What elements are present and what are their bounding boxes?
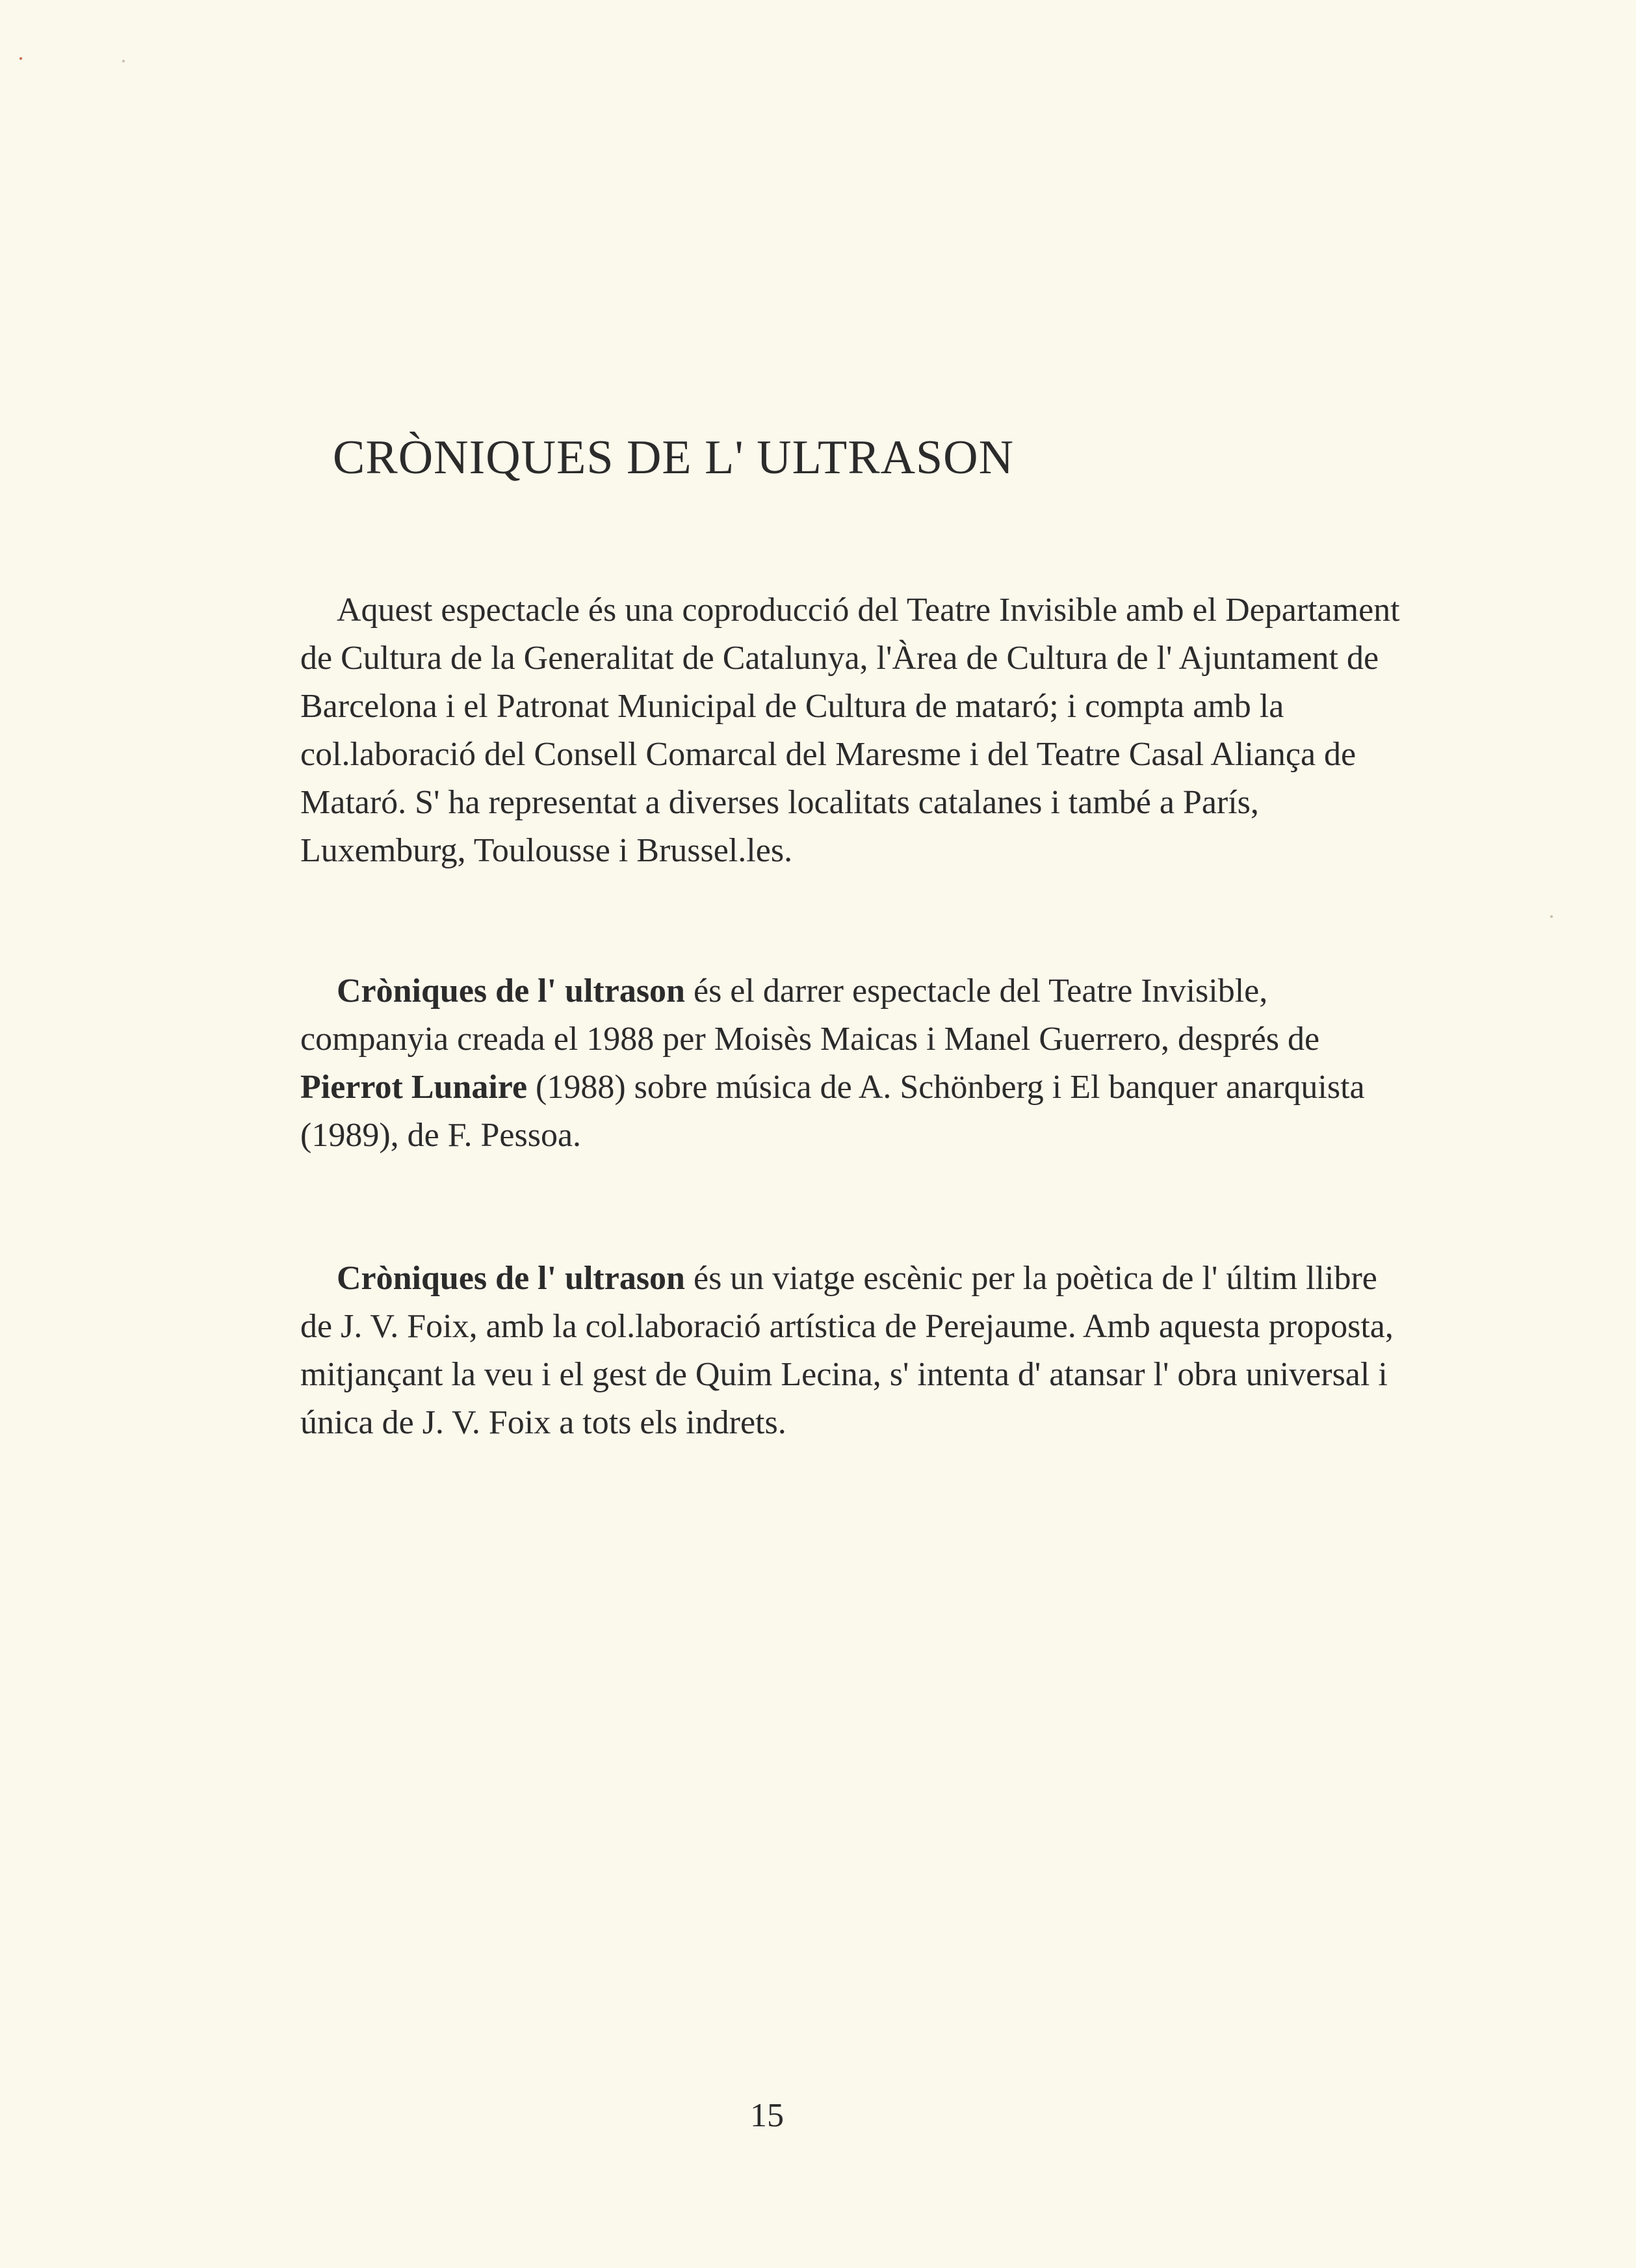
work-title-bold: Pierrot Lunaire <box>300 1069 528 1106</box>
page-number: 15 <box>750 2097 784 2134</box>
paragraph-company-history <box>300 967 1405 1160</box>
paragraph-coproduction <box>300 586 1405 875</box>
paragraph-3-text: és un viatge escènic per la poètica de l' últim llibre de J. V. Foix, amb la col.laboració artística de Perejaume. Amb aquesta proposta, mitjançant la veu i el gest de Quim Lecina, s' intenta d' atansar l' obra universal i única de J. V. Foix a tots els indrets. <box>300 1260 1394 1441</box>
paragraph-2-text-a: és el darrer espectacle del Teatre Invisible, companyia creada el 1988 per Moisès Maicas i Manel Guerrero, després de <box>300 972 1320 1058</box>
paragraph-1-text: Aquest espectacle és una coproducció del Teatre Invisible amb el Departament de Cultura de la Generalitat de Catalunya, l'Àrea de Cultura de l' Ajuntament de Barcelona i el Patronat Municipal de Cultura de mataró; i compta amb la col.laboració del Consell Comarcal del Maresme i del Teatre Casal Aliança de Mataró. S' ha representat a diverses localitats catalanes i també a París, Luxemburg, Toulousse i Brussel.les. <box>300 592 1400 869</box>
document-title: CRÒNIQUES DE L' ULTRASON <box>333 431 1015 484</box>
paragraph-show-description <box>300 1255 1405 1447</box>
show-title-bold: Cròniques de l' ultrason <box>337 1260 685 1297</box>
show-title-bold: Cròniques de l' ultrason <box>337 972 685 1010</box>
paper-speck <box>122 60 125 62</box>
paper-speck <box>1550 915 1553 918</box>
paper-speck <box>19 57 22 60</box>
paragraph-2-text-b: (1988) sobre música de A. Schönberg i El banquer anarquista (1989), de F. Pessoa. <box>300 1069 1365 1154</box>
